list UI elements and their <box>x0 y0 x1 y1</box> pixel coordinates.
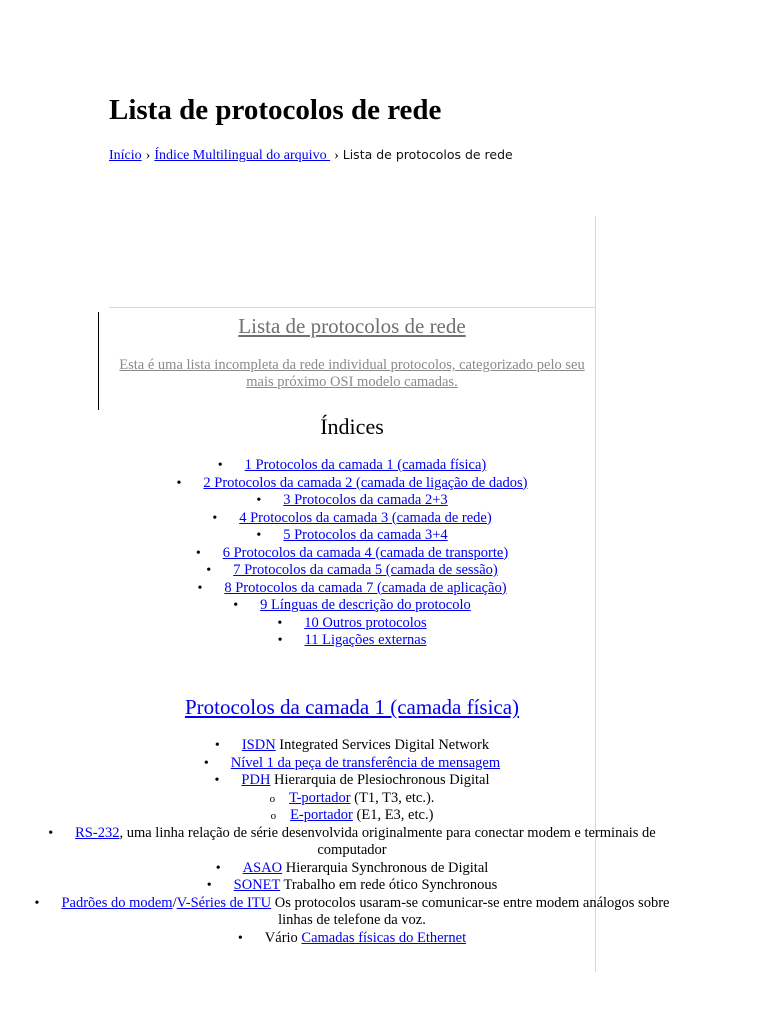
bullet-icon: • <box>237 930 243 946</box>
rs232-link[interactable]: RS-232 <box>75 824 120 841</box>
list-item <box>29 825 675 860</box>
list-item-text: Trabalho em rede ótico Synchronous <box>280 877 498 893</box>
bullet-icon: • <box>203 755 209 771</box>
nivel1-link[interactable]: Nível 1 da peça de transferência de mensagem <box>230 754 501 771</box>
section-heading-link[interactable]: Protocolos da camada 1 (camada física) <box>184 695 520 719</box>
toc-item <box>109 545 595 563</box>
bullet-icon: • <box>212 510 218 526</box>
bullet-icon: • <box>48 825 54 841</box>
slash-text: / <box>172 894 177 911</box>
toc-item <box>109 580 595 598</box>
bullet-icon: • <box>277 633 283 648</box>
document-frame-top-border <box>109 307 595 308</box>
list-item <box>109 772 595 790</box>
list-item-text: (E1, E3, etc.) <box>352 807 434 823</box>
breadcrumb-home-link[interactable]: Início <box>109 148 142 163</box>
hollow-bullet-icon: o <box>269 792 276 805</box>
toc-item <box>109 510 595 528</box>
page-title: Lista de protocolos de rede <box>109 94 442 126</box>
ethernet-physical-layers-link[interactable]: Camadas físicas do Ethernet <box>301 929 467 946</box>
article-intro: Esta é uma lista incompleta da rede individual protocolos, categorizado pelo seu mais próximo OSI modelo camadas. <box>119 357 585 390</box>
list-item <box>109 860 595 878</box>
asao-link[interactable]: ASAO <box>242 859 283 876</box>
bullet-icon: • <box>256 493 262 508</box>
section-list <box>34 737 670 947</box>
breadcrumb-separator: › <box>145 148 151 163</box>
document-frame-left-marker <box>98 312 99 410</box>
list-item-text: , uma linha relação de série desenvolvida originalmente para conectar modem e terminais de computador <box>119 824 656 858</box>
toc-item <box>109 492 595 510</box>
list-item <box>109 877 595 895</box>
toc-item <box>109 562 595 580</box>
toc-link[interactable]: 8 Protocolos da camada 7 (camada de aplicação) <box>224 579 507 596</box>
article-title: Lista de protocolos de rede <box>238 314 466 338</box>
list-item <box>29 895 675 930</box>
toc-item <box>109 527 595 545</box>
toc-link[interactable]: 1 Protocolos da camada 1 (camada física) <box>244 457 487 473</box>
modem-standards-link[interactable]: Padrões do modem <box>61 894 173 911</box>
itu-v-series-link[interactable]: V-Séries de ITU <box>176 894 272 911</box>
breadcrumb-index-link[interactable]: Índice Multilingual do arquivo <box>154 148 331 163</box>
list-item <box>109 737 595 755</box>
bullet-icon: • <box>34 895 40 911</box>
isdn-link[interactable]: ISDN <box>241 737 276 753</box>
sub-list-item <box>109 807 595 825</box>
bullet-icon: • <box>215 860 221 876</box>
bullet-icon: • <box>197 580 203 596</box>
toc-item <box>109 475 595 493</box>
list-item-text: Integrated Services Digital Network <box>275 737 490 753</box>
toc-link[interactable]: 4 Protocolos da camada 3 (camada de rede) <box>239 509 492 526</box>
sub-list-item <box>109 790 595 808</box>
bullet-icon: • <box>176 475 182 491</box>
list-item <box>109 755 595 773</box>
bullet-icon: • <box>195 545 201 561</box>
list-item-text: Hierarquia Synchronous de Digital <box>282 859 489 876</box>
bullet-icon: • <box>206 878 212 893</box>
bullet-icon: • <box>233 598 239 613</box>
bullet-icon: • <box>217 458 223 473</box>
toc-item <box>109 615 595 633</box>
breadcrumb-separator: › <box>334 148 339 163</box>
toc-link[interactable]: 2 Protocolos da camada 2 (camada de ligação de dados) <box>203 474 528 491</box>
table-of-contents <box>109 457 595 650</box>
toc-link[interactable]: 5 Protocolos da camada 3+4 <box>283 527 448 543</box>
toc-link[interactable]: 10 Outros protocolos <box>304 614 427 631</box>
bullet-icon: • <box>206 563 212 578</box>
toc-link[interactable]: 3 Protocolos da camada 2+3 <box>283 492 448 508</box>
hollow-bullet-icon: o <box>270 810 277 822</box>
toc-item <box>109 457 595 475</box>
toc-heading: Índices <box>320 414 384 439</box>
breadcrumb-current: Lista de protocolos de rede <box>342 147 513 162</box>
list-item-text: Hierarquia de Plesiochronous Digital <box>270 772 490 788</box>
list-item-text: Vário <box>264 929 302 946</box>
toc-link[interactable]: 6 Protocolos da camada 4 (camada de transporte) <box>222 544 509 561</box>
bullet-icon: • <box>214 738 220 753</box>
pdh-link[interactable]: PDH <box>241 772 271 788</box>
sonet-link[interactable]: SONET <box>233 877 281 893</box>
toc-link[interactable]: 9 Línguas de descrição do protocolo <box>260 597 471 613</box>
list-item <box>109 930 595 948</box>
breadcrumb <box>109 146 513 165</box>
e-portador-link[interactable]: E-portador <box>290 807 353 823</box>
bullet-icon: • <box>214 773 220 788</box>
bullet-icon: • <box>256 528 262 543</box>
list-item-text: (T1, T3, etc.). <box>350 789 435 806</box>
bullet-icon: • <box>277 615 283 631</box>
toc-item <box>109 597 595 615</box>
t-portador-link[interactable]: T-portador <box>289 789 351 806</box>
toc-link[interactable]: 7 Protocolos da camada 5 (camada de sessão) <box>233 562 498 578</box>
toc-item <box>109 632 595 650</box>
section-heading <box>109 692 595 722</box>
list-item-text: Os protocolos usaram-se comunicar-se entre modem análogos sobre linhas de telefone da voz. <box>271 894 670 928</box>
toc-link[interactable]: 11 Ligações externas <box>304 632 427 648</box>
